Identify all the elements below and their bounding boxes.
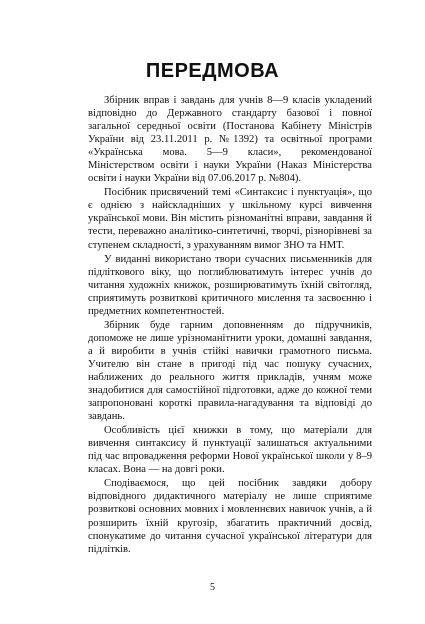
paragraph-5: Особливість цієї книжки в тому, що матеріали для вивчення синтаксису й пунктуації залишаться актуальними під час впровадження реформи Нової української школи у 8–9 класах. Вона — на довгі роки.	[88, 425, 372, 476]
preface-body	[88, 94, 372, 557]
paragraph-6: Сподіваємося, що цей посібник завдяки добору відповідного дидактичного матеріалу не лише сприятиме розвиткові основних мовних і мовленнєвих навичок учнів, а й розширить їхній кругозір, збагатить практичний досвід, спонукатиме до читання сучасної української літератури для підлітків.	[88, 478, 372, 555]
paragraph-3: У виданні використано твори сучасних письменників для підліткового віку, що поглиблюватимуть інтерес учнів до читання художніх книжок, розширюватимуть їхній світогляд, сприятимуть розвиткові критичного мислення та засвоєнню і предметних компетентностей.	[88, 253, 372, 317]
page-title: ПЕРЕДМОВА	[145, 60, 280, 82]
page-number: 5	[210, 582, 215, 593]
paragraph-1: Збірник вправ і завдань для учнів 8—9 класів укладений відповідно до Державного стандарту базової і повної загальної середньої освіти (Постанова Кабінету Міністрів України від 23.11.2011 р. №1392) та освітньої програми «Українська мова. 5—9 класи», рекомендованої Міністерством освіти і науки України (Наказ Міністерства освіти і науки України від 07.06.2017 р. №804).	[88, 95, 372, 185]
paragraph-4: Збірник буде гарним доповненням до підручників, допоможе не лише урізноманітнити уроки, домашні завдання, а й виробити в учнів стійкі навички грамотного письма. Учителю він стане в пригоді під час пошуку сучасних, наближених до реального життя прикладів, учням може знадобитися для самостійної підготовки, адже до кожної теми запропоновані короткі правила-нагадування та відповіді до завдань.	[88, 319, 372, 423]
paragraph-2: Посібник присвячений темі «Синтаксис і пунктуація», що є однією з найскладніших у шкільному курсі вивчення української мови. Він містить різноманітні вправи, завдання й тести, переважно аналітико-синтетичні, творчі, різнорівневі за ступенем складності, з урахуванням вимог ЗНО та НМТ.	[88, 187, 372, 251]
